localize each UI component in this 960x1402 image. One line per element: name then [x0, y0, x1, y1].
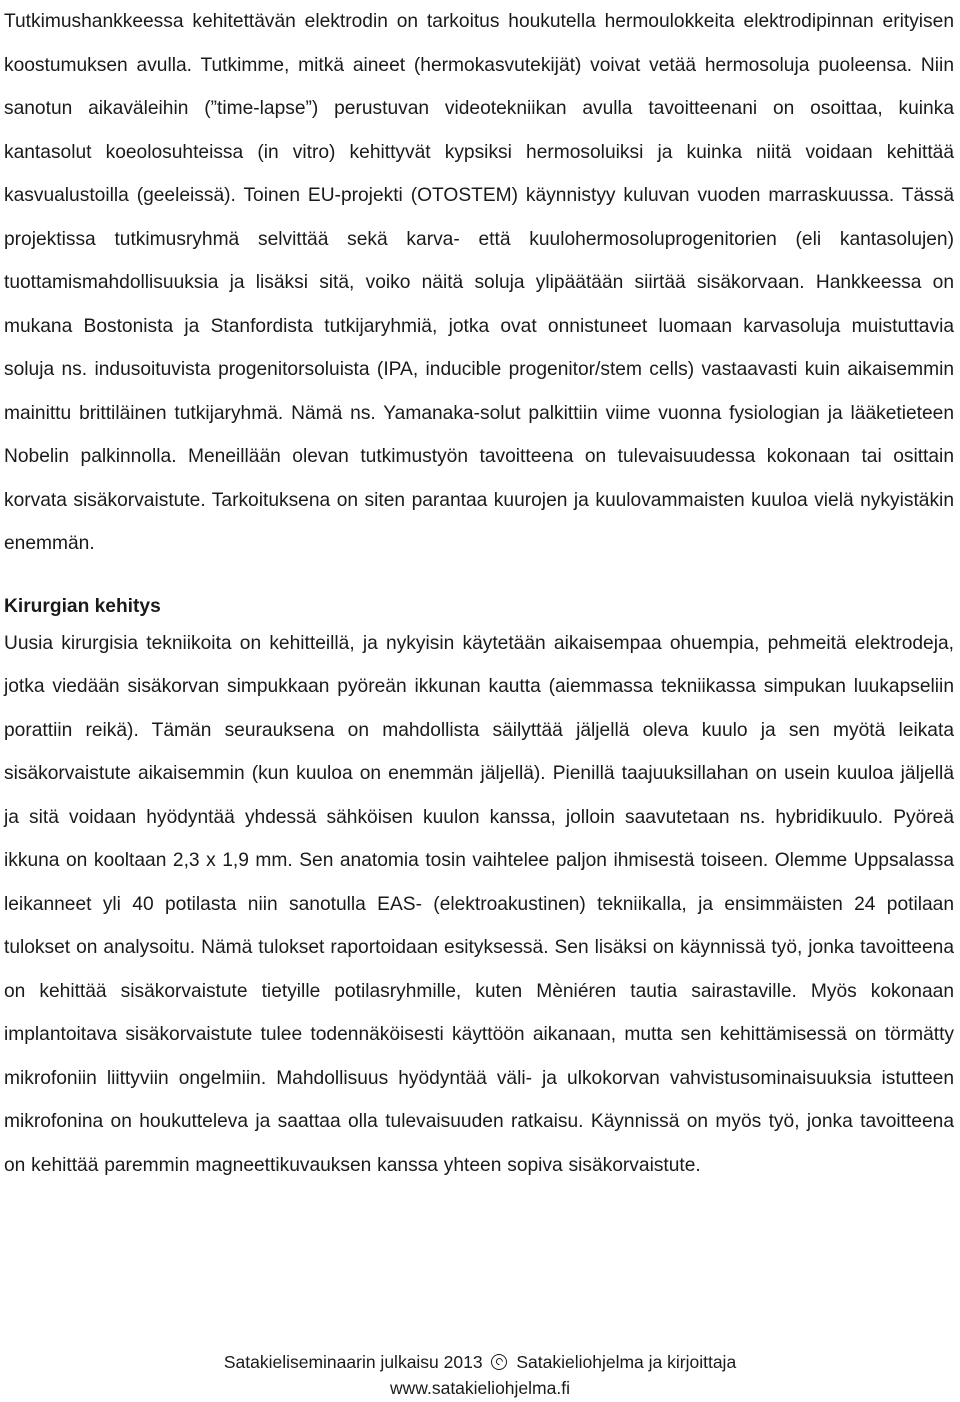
footer-website-line [0, 1375, 960, 1401]
footer-rights-holder: Satakieliohjelma ja kirjoittaja [516, 1352, 737, 1372]
copyright-icon [491, 1354, 507, 1370]
footer-publication: Satakieliseminaarin julkaisu 2013 [223, 1352, 483, 1372]
page-footer [0, 1349, 960, 1375]
body-paragraph-research: Tutkimushankkeessa kehitettävän elektrodin on tarkoitus houkutella hermoulokkeita elektrodipinnan erityisen koostumuksen avulla. Tutkimme, mitkä aineet (hermokasvutekijät) voivat vetää hermosoluja puoleensa. Niin sanotun aikaväleihin (”time-lapse”) perustuvan videotekniikan avulla tavoitteenani on osoittaa, kuinka kantasolut koeolosuhteissa (in vitro) kehittyvät kypsiksi hermosoluiksi ja kuinka niitä voidaan kehittää kasvualustoilla (geeleissä). Toinen EU-projekti (OTOSTEM) käynnistyy kuluvan vuoden marraskuussa. Tässä projektissa tutkimusryhmä selvittää sekä karva- että kuulohermosoluprogenitorien (eli kantasolujen) tuottamismahdollisuuksia ja lisäksi sitä, voiko näitä soluja ylipäätään siirtää sisäkorvaan. Hankkeessa on mukana Bostonista ja Stanfordista tutkijaryhmiä, jotka ovat onnistuneet luomaan karvasoluja muistuttavia soluja ns. indusoituvista progenitorsoluista (IPA, inducible progenitor/stem cells) vastaavasti kuin aikaisemmin mainittu brittiläinen tutkijaryhmä. Nämä ns. Yamanaka-solut palkittiin viime vuonna fysiologian ja lääketieteen Nobelin palkinnolla. Meneillään olevan tutkimustyön tavoitteena on tulevaisuudessa kokonaan tai osittain korvata sisäkorvaistute. Tarkoituksena on siten parantaa kuurojen ja kuulovammaisten kuuloa vielä nykyistäkin enemmän. [4, 11, 954, 554]
document-body [4, 0, 954, 1187]
body-paragraph-surgery: Uusia kirurgisia tekniikoita on kehitteillä, ja nykyisin käytetään aikaisempaa ohuempia, pehmeitä elektrodeja, jotka viedään sisäkorvan simpukkaan pyöreän ikkunan kautta (aiemmassa tekniikassa simpukan luukapseliin porattiin reikä). Tämän seurauksena on mahdollista säilyttää jäljellä oleva kuulo ja sen myötä leikata sisäkorvaistute aikaisemmin (kun kuuloa on enemmän jäljellä). Pienillä taajuuksillahan on usein kuuloa jäljellä ja sitä voidaan hyödyntää yhdessä sähköisen kuulon kanssa, jolloin saavutetaan ns. hybridikuulo. Pyöreä ikkuna on kooltaan 2,3 x 1,9 mm. Sen anatomia tosin vaihtelee paljon ihmisestä toiseen. Olemme Uppsalassa leikanneet yli 40 potilasta niin sanotulla EAS- (elektroakustinen) tekniikalla, ja ensimmäisten 24 potilaan tulokset on analysoitu. Nämä tulokset raportoidaan esityksessä. Sen lisäksi on käynnissä työ, jonka tavoitteena on kehittää sisäkorvaistute tietyille potilasryhmille, kuten Mèniéren tautia sairastaville. Myös kokonaan implantoitava sisäkorvaistute tulee todennäköisesti käyttöön aikanaan, mutta sen kehittämisessä on törmätty mikrofoniin liittyviin ongelmiin. Mahdollisuus hyödyntää väli- ja ulkokorvan vahvistusominaisuuksia istutteen mikrofonina on houkutteleva ja saattaa olla tulevaisuuden ratkaisu. Käynnissä on myös työ, jonka tavoitteena on kehittää paremmin magneettikuvauksen kanssa yhteen sopiva sisäkorvaistute. [4, 632, 954, 1176]
footer-website: www.satakieliohjelma.fi [390, 1378, 570, 1398]
section-heading-surgery: Kirurgian kehitys [4, 595, 161, 617]
